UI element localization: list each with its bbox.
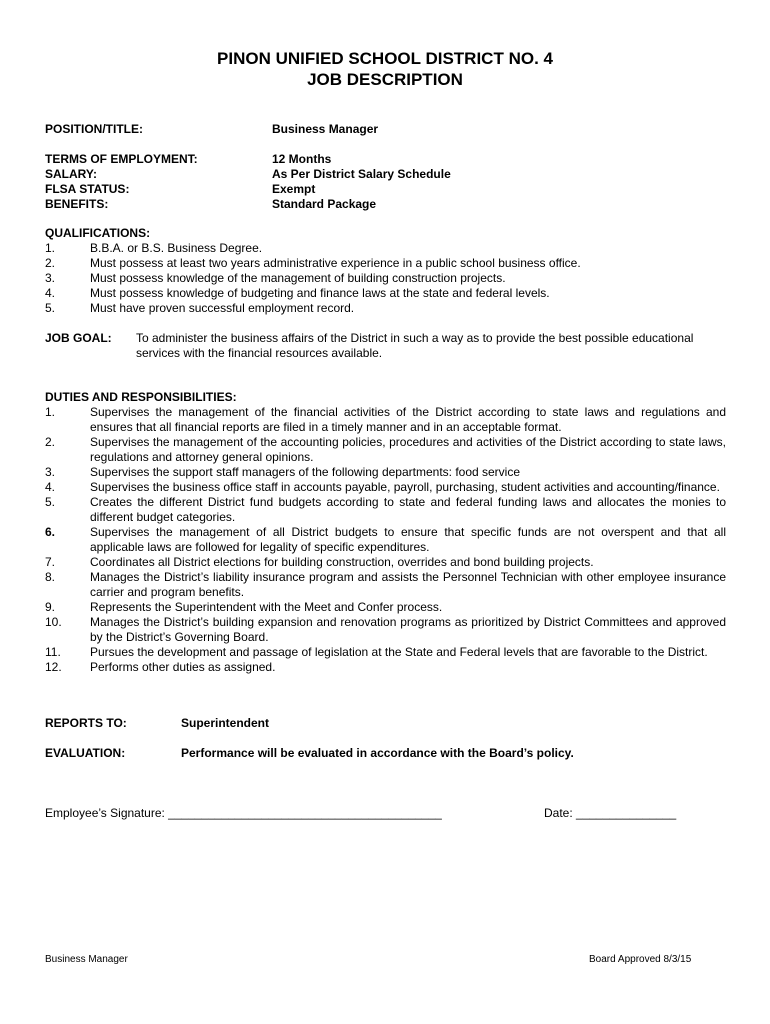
employee-signature-line: Employee’s Signature: _________________________________________ [45, 806, 442, 820]
document-subtitle: JOB DESCRIPTION [307, 70, 463, 89]
benefits-label: BENEFITS: [45, 197, 109, 211]
duties-list [45, 405, 726, 675]
duties-heading: DUTIES AND RESPONSIBILITIES: [45, 390, 237, 404]
list-item: 3. Must possess knowledge of the management of building construction projects. [45, 271, 506, 285]
list-item: 11. Pursues the development and passage of legislation at the State and Federal levels that are favorable to the District. [45, 645, 708, 659]
list-item: 4. Must possess knowledge of budgeting and finance laws at the state and federal levels. [45, 286, 550, 300]
salary-label: SALARY: [45, 167, 97, 181]
position-value: Business Manager [272, 122, 379, 136]
terms-label: TERMS OF EMPLOYMENT: [45, 152, 198, 166]
list-item: 5. Must have proven successful employment record. [45, 301, 355, 315]
position-label: POSITION/TITLE: [45, 122, 143, 136]
list-item: 10. Manages the District’s building expansion and renovation programs as prioritized by District Committees and approved by the District’s Governing Board. [45, 615, 726, 644]
flsa-value: Exempt [272, 182, 316, 196]
qualifications-heading: QUALIFICATIONS: [45, 226, 151, 240]
job-goal-text: To administer the business affairs of the District in such a way as to provide the best possible educational services with the financial resources available. [136, 331, 694, 360]
qualifications-list [45, 241, 726, 316]
reports-to-label: REPORTS TO: [45, 716, 127, 730]
date-line: Date: _______________ [544, 806, 677, 820]
list-item: 8. Manages the District’s liability insurance program and assists the Personnel Technician with other employee insurance carrier and program benefits. [45, 570, 726, 599]
reports-to-value: Superintendent [181, 716, 270, 730]
footer-left: Business Manager [45, 954, 128, 965]
list-item: 2. Supervises the management of the accounting policies, procedures and activities of the District according to state laws, regulations and attorney general opinions. [45, 435, 726, 464]
list-item: 7. Coordinates all District elections for building construction, overrides and bond building projects. [45, 555, 594, 569]
salary-value: As Per District Salary Schedule [272, 167, 451, 181]
flsa-label: FLSA STATUS: [45, 182, 130, 196]
list-item: 3. Supervises the support staff managers of the following departments: food service [45, 465, 521, 479]
evaluation-label: EVALUATION: [45, 746, 126, 760]
list-item: 5. Creates the different District fund budgets according to state and federal funding laws and allocates the monies to different budget categories. [45, 495, 726, 524]
benefits-value: Standard Package [272, 197, 377, 211]
list-item: 4. Supervises the business office staff in accounts payable, payroll, purchasing, student activities and accounting/finance. [45, 480, 720, 494]
list-item: 12. Performs other duties as assigned. [45, 660, 276, 674]
list-item: 6. Supervises the management of all District budgets to ensure that specific funds are not overspent and that all applicable laws are followed for legality of specific expenditures. [45, 525, 726, 554]
evaluation-value: Performance will be evaluated in accordance with the Board’s policy. [181, 746, 574, 760]
list-item: 2. Must possess at least two years administrative experience in a public school business office. [45, 256, 581, 270]
job-goal-label: JOB GOAL: [45, 331, 112, 345]
list-item: 9. Represents the Superintendent with the Meet and Confer process. [45, 600, 443, 614]
list-item: 1. Supervises the management of the financial activities of the District according to state laws and regulations and ensures that all financial reports are filed in a timely manner and in an acceptable format. [45, 405, 726, 434]
terms-value: 12 Months [272, 152, 332, 166]
document-title: PINON UNIFIED SCHOOL DISTRICT NO. 4 [217, 49, 553, 68]
list-item: 1. B.B.A. or B.S. Business Degree. [45, 241, 263, 255]
footer-right: Board Approved 8/3/15 [589, 954, 692, 965]
